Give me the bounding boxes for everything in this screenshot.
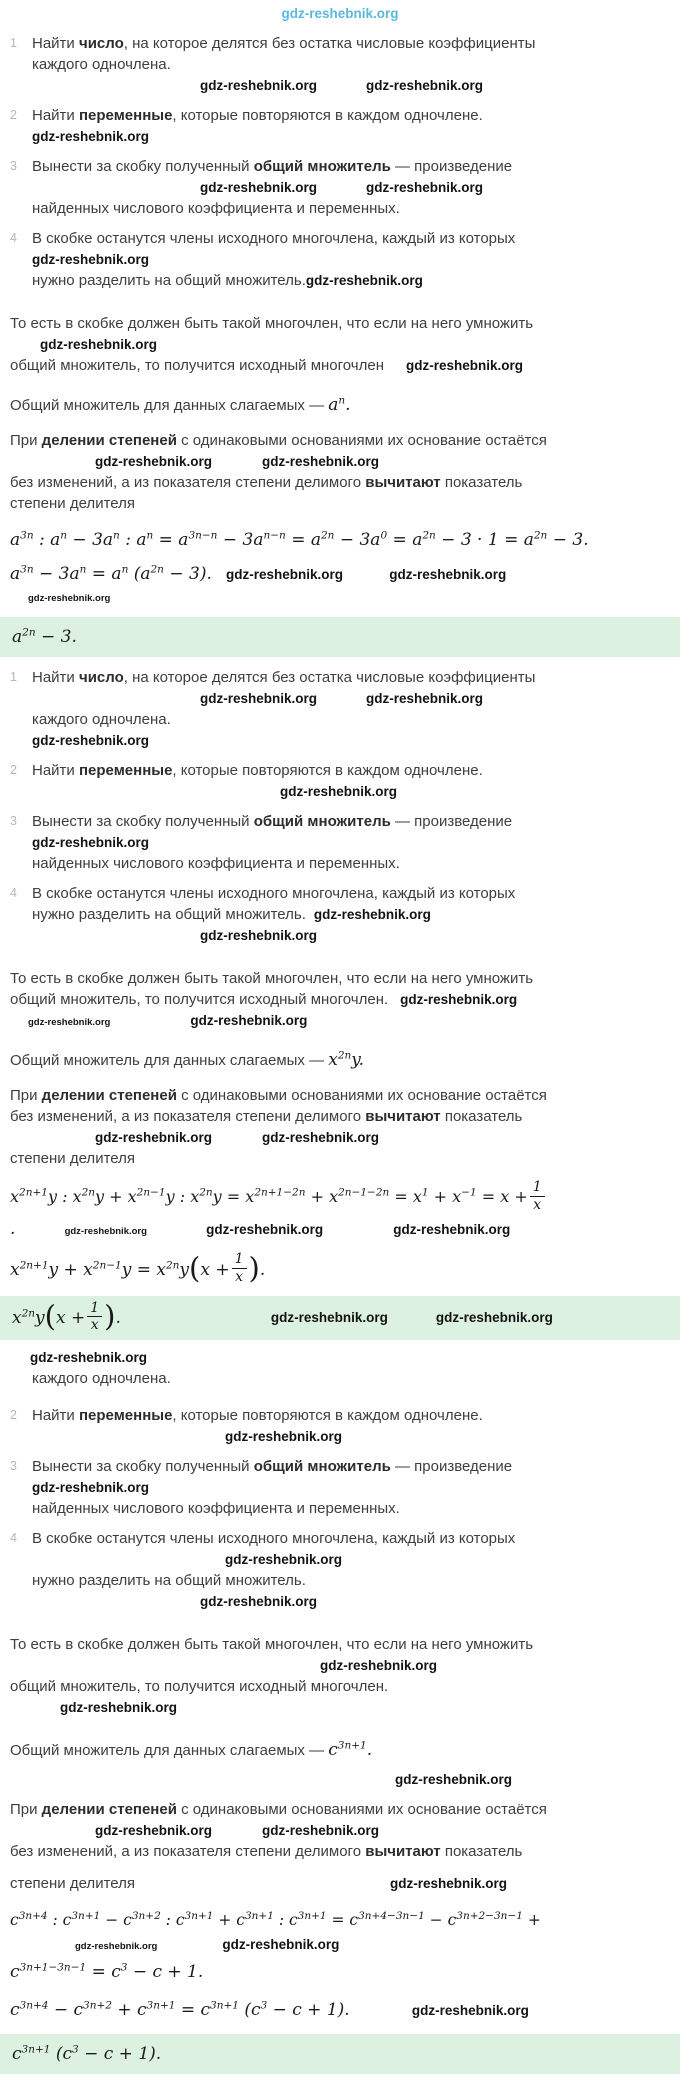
rule-line: При делении степеней с одинаковыми основаниями их основание остаётся [10,1087,547,1104]
step-number: 4 [10,231,17,245]
watermark: gdz-reshebnik.org [206,1222,324,1238]
math-line: $x^{2n+1}y$ : $x^{2n}y + x^{2n-1}y$ : $x^{2n}y = x^{2n+1-2n} + x^{2n-1-2n} = x^1 + x^{-1} = x$ + $\frac{1}{x}$ [10,1181,670,1213]
step-4 [10,228,670,292]
note-line: То есть в скобке должен быть такой многочлен, что если на него умножить [10,970,534,987]
step-1 [10,667,670,752]
watermark: gdz-reshebnik.org [262,454,380,469]
step-3 [10,811,670,875]
watermark: gdz-reshebnik.org [30,1350,148,1366]
watermark: gdz-reshebnik.org [225,1552,343,1568]
watermark: gdz-reshebnik.org [28,593,111,604]
step-text-line: каждого одночлена. [32,56,171,73]
watermark: gdz-reshebnik.org [200,180,318,195]
common-factor-line [10,1046,670,1074]
note-line: общий множитель, то получится исходный многочлен gdz-reshebnik.org [10,357,524,374]
step-text-line: Вынести за скобку полученный общий множитель — произведение [32,1458,513,1476]
watermark: gdz-reshebnik.org [389,567,507,582]
watermark: gdz-reshebnik.org [75,1941,158,1953]
watermark: gdz-reshebnik.org [366,78,484,93]
step-number: 1 [10,670,17,684]
watermark: gdz-reshebnik.org [313,907,431,922]
watermark: gdz-reshebnik.org [32,129,150,144]
step-3 [10,156,670,220]
watermark: gdz-reshebnik.org [32,252,150,267]
watermark: gdz-reshebnik.org [64,1226,147,1238]
rule-line: без изменений, а из показателя степени делимого вычитают показатель [10,474,523,491]
factor-label: Общий множитель для данных слагаемых — [10,1742,329,1760]
watermark: gdz-reshebnik.org [262,1823,380,1839]
step-text-line: каждого одночлена. [32,1370,171,1388]
step-text-line: нужно разделить на общий множитель. gdz-reshebnik.org [32,906,431,923]
step-4 [10,883,670,947]
watermark: gdz-reshebnik.org [411,2003,529,2019]
rule-line: При делении степеней с одинаковыми основаниями их основание остаётся [10,432,547,449]
watermark: gdz-reshebnik.org [95,1130,213,1145]
step-number: 1 [10,36,17,50]
step-4 [10,1528,670,1613]
step-number: 3 [10,1459,17,1474]
watermark: gdz-reshebnik.org [226,567,344,582]
factor-label: Общий множитель для данных слагаемых — [10,1052,329,1069]
open-paren: ( [189,1251,201,1286]
factor-label: Общий множитель для данных слагаемых — [10,397,329,414]
rule-line: степени делителя [10,495,135,512]
step-text-line: Найти переменные, которые повторяются в каждом одночлене. [32,107,483,124]
step-text-line: найденных числового коэффициента и переменных. [32,1500,400,1518]
note-line: общий множитель, то получится исходный многочлен. gdz-reshebnik.org [10,991,518,1008]
watermark: gdz-reshebnik.org [400,992,518,1007]
step-text-line: В скобке останутся члены исходного многочлена, каждый из которых [32,1530,516,1548]
step-text-line: Вынести за скобку полученный общий множитель — произведение [32,158,513,175]
step-number: 4 [10,886,17,900]
factor-math: $a^n$. [328,394,351,415]
watermark: gdz-reshebnik.org [435,1310,553,1326]
watermark: gdz-reshebnik.org [366,691,484,706]
factor-math: $x^{2n}y$. [328,1049,365,1070]
note-line: То есть в скобке должен быть такой многочлен, что если на него умножить [10,1636,534,1654]
math-line: $a^{3n} - 3a^n = a^n$ $(a^{2n} - 3)$. [10,563,212,584]
watermark: gdz-reshebnik.org [222,1937,340,1953]
math-wrap-row [10,1215,670,1243]
watermark: gdz-reshebnik.org [60,1700,178,1716]
watermark: gdz-reshebnik.org [320,1658,438,1674]
answer-math: $a^{2n} - 3$. [12,626,77,647]
site-watermark-link[interactable]: gdz-reshebnik.org [281,6,399,21]
rule-line: без изменений, а из показателя степени делимого вычитают показатель [10,1843,523,1861]
answer-highlight [0,617,680,657]
watermark: gdz-reshebnik.org [200,691,318,706]
answer-math: $c^{3n+1}$ $(c^3 - c + 1)$. [12,2043,162,2065]
step-number: 3 [10,814,17,828]
watermark: gdz-reshebnik.org [190,1013,308,1028]
rule-line: степени делителя gdz-reshebnik.org [10,1875,508,1893]
watermark: gdz-reshebnik.org [40,337,158,352]
answer-math: $x^{2n}y$ ( x + $\frac{1}{x}$ ) . [12,1299,121,1334]
rule-line: степени делителя [10,1150,135,1167]
note-paragraph [10,969,670,1031]
note-paragraph [10,314,670,376]
common-factor-line [10,1736,670,1764]
watermark: gdz-reshebnik.org [406,358,524,373]
math-line: $c^{3n+4} - c^{3n+2} + c^{3n+1} = c^{3n+1}$ $(c^3 - c + 1)$. [10,1999,350,2021]
note-paragraph [10,1635,670,1716]
watermark: gdz-reshebnik.org [270,1310,388,1326]
fraction: $\frac{1}{x}$ [232,1252,247,1284]
math-line: $a^{3n}$ : $a^n - 3a^n$ : $a^n = a^{3n-n} - 3a^{n-n} = a^{2n} - 3a^0 = a^{2n} - 3 \cdot 1 = a^{2n} - 3$. [10,529,589,550]
answer-highlight [0,2034,680,2074]
step-text-line: Найти число, на которое делятся без остатка числовые коэффициенты [32,35,536,52]
step-text-line: найденных числового коэффициента и переменных. [32,200,400,217]
rule-paragraph [10,431,670,514]
math-line-row [10,1996,670,2024]
open-paren: ( [44,1299,56,1334]
rule-paragraph [10,1086,670,1169]
answer-highlight [0,1296,680,1340]
common-factor-line [10,391,670,419]
step-number: 2 [10,1408,17,1423]
step-text-line: Найти число, на которое делятся без остатка числовые коэффициенты [32,669,536,686]
watermark: gdz-reshebnik.org [390,1876,508,1892]
step-2 [10,760,670,803]
fraction: $\frac{1}{x}$ [87,1301,102,1333]
watermark: gdz-reshebnik.org [95,454,213,469]
watermark: gdz-reshebnik.org [366,180,484,195]
step-number: 2 [10,108,17,122]
step-text-line: В скобке останутся члены исходного многочлена, каждый из которых [32,885,516,902]
watermark: gdz-reshebnik.org [393,1222,511,1238]
rule-line: без изменений, а из показателя степени делимого вычитают показатель [10,1108,523,1125]
step-2 [10,105,670,148]
watermark: gdz-reshebnik.org [200,928,318,943]
watermark: gdz-reshebnik.org [395,1772,513,1788]
step-number: 4 [10,1531,17,1546]
watermark: gdz-reshebnik.org [262,1130,380,1145]
rule-paragraph [10,1800,670,1894]
rule-line: При делении степеней с одинаковыми основаниями их основание остаётся [10,1801,547,1819]
step-text-line: Найти переменные, которые повторяются в каждом одночлене. [32,1407,483,1425]
watermark: gdz-reshebnik.org [305,273,423,288]
step-text-line: нужно разделить на общий множитель.gdz-reshebnik.org [32,272,423,289]
math-line: $c^{3n+1-3n-1} = c^3 - c + 1$. [10,1961,204,1983]
solution-2 [10,667,670,1340]
watermark: gdz-reshebnik.org [32,835,150,850]
solution-1 [10,33,670,657]
step-2 [10,1405,670,1448]
step-text-line: найденных числового коэффициента и переменных. [32,855,400,872]
step-text-line: Найти переменные, которые повторяются в каждом одночлене. [32,762,483,779]
watermark: gdz-reshebnik.org [28,1017,111,1028]
math-line: . [10,1219,16,1240]
step-text-line: каждого одночлена. [32,711,171,728]
math-line: $c^{3n+4}$ : $c^{3n+1} - c^{3n+2}$ : $c^{3n+1} + c^{3n+1}$ : $c^{3n+1} = c^{3n+4-3n-1} - c^{3n+2-3n-1}$ + [10,1909,541,1930]
math-line-row [10,560,670,588]
watermark: gdz-reshebnik.org [32,733,150,748]
math-line: $x^{2n+1}y + x^{2n-1}y = x^{2n}y$ ( x + $\frac{1}{x}$ ) . [10,1251,266,1286]
step-number: 2 [10,763,17,777]
note-line: То есть в скобке должен быть такой многочлен, что если на него умножить [10,315,534,332]
step-text-line: нужно разделить на общий множитель. [32,1572,306,1590]
watermark: gdz-reshebnik.org [200,78,318,93]
watermark: gdz-reshebnik.org [95,1823,213,1839]
step-1 [10,33,670,97]
watermark: gdz-reshebnik.org [32,1480,150,1496]
close-paren: ) [104,1299,116,1334]
note-line: общий множитель, то получится исходный многочлен. [10,1678,389,1696]
watermark: gdz-reshebnik.org [225,1429,343,1445]
close-paren: ) [248,1251,260,1286]
factor-math: $c^{3n+1}$. [328,1739,373,1761]
watermark: gdz-reshebnik.org [280,784,398,799]
solution-3 [10,1350,670,2074]
step-text-line: В скобке останутся члены исходного многочлена, каждый из которых [32,230,516,247]
step-text-line: Вынести за скобку полученный общий множитель — произведение [32,813,513,830]
fraction: $\frac{1}{x}$ [530,1180,545,1212]
step-number: 3 [10,159,17,173]
step-3 [10,1456,670,1520]
watermark: gdz-reshebnik.org [200,1594,318,1610]
